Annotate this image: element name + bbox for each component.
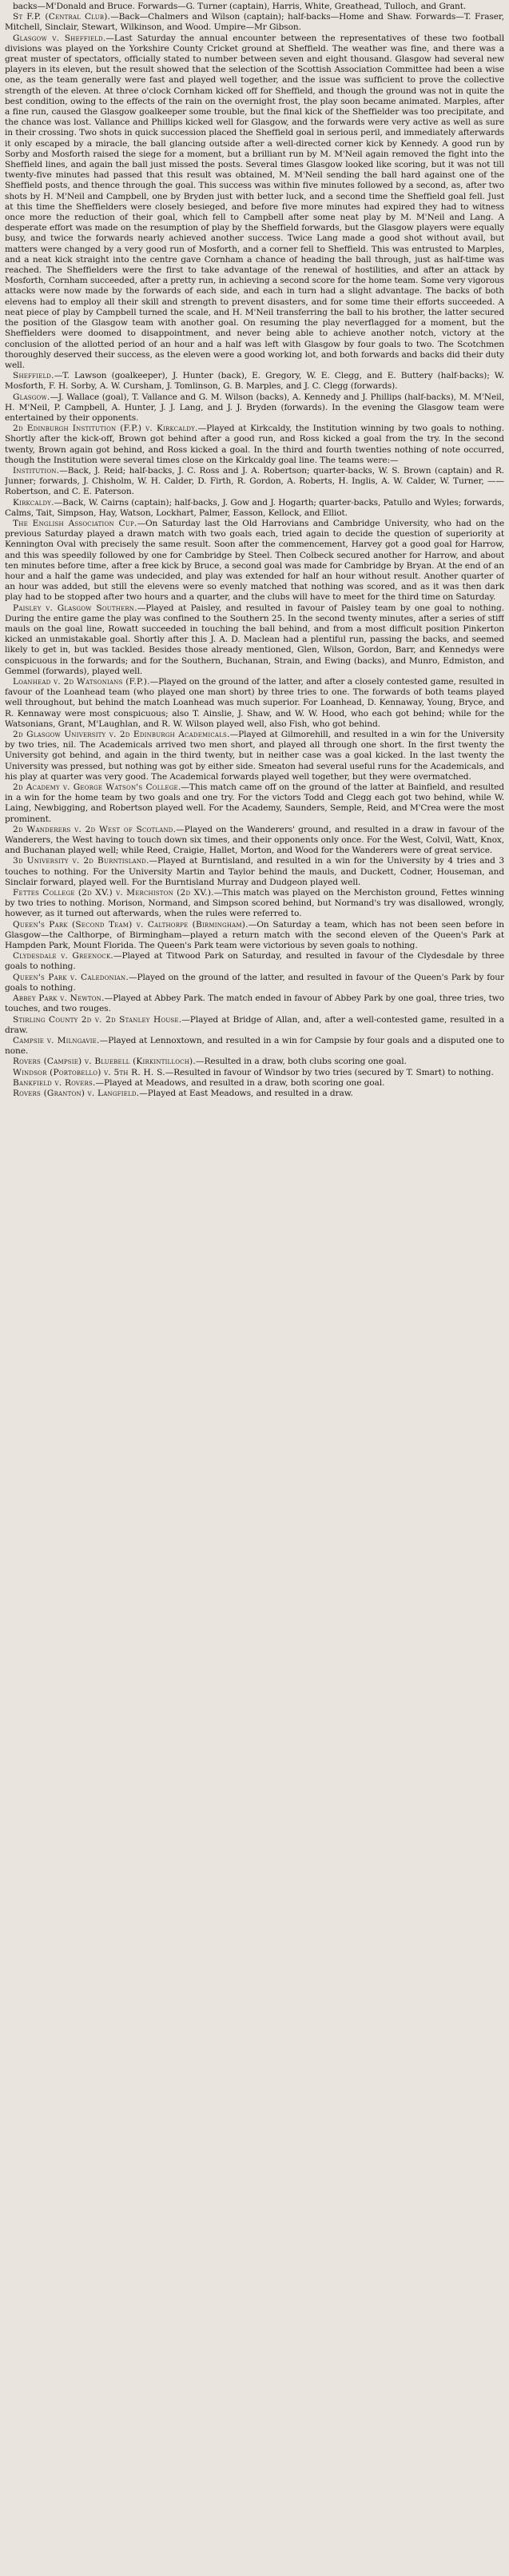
paragraph-heading: Glasgow.	[13, 392, 50, 402]
paragraph-body: On Saturday a team, which has not been seen before in Glasgow—the Calthorpe, of Birmingham—played a return match with the second eleven of the Queen's Park at Hampden Park, Mount Florida. The Queen's Park team were victorious by seven goals to nothing.	[5, 919, 504, 951]
paragraph-heading: Rovers (Campsie) v. Bluebell (Kirkintilloch).	[13, 1057, 196, 1067]
paragraph-heading: 2d Wanderers v. 2d West of Scotland.	[13, 824, 177, 834]
paragraph-body: Last Saturday the annual encounter between the representatives of these two football divisions was played on the Yorkshire County Cricket ground at Sheffield. The weather was fine, and there was a great muster of spectators, officially stated to number between seven and eight thousand. Glasgow had several new players in its eleven, but the result showed that the selection of the Scottish Association Committee had been a wise one, as the team generally were fast and played well together, and the issue was sufficient to prove the collective strength of the eleven. At three o'clock Cornham kicked off for Sheffield, and though the ground was not in quite the best condition, owing to the effects of the rain on the overnight frost, the play soon became animated. Marples, after a fine run, caused the Glasgow goalkeeper some trouble, but the final kick of the Sheffielder was too precipitate, and the chance was lost. Vallance and Phillips kicked well for Glasgow, and the forwards were very active as well as sure in their crossing. Two shots in quick succession placed the Sheffield goal in serious peril, and immediately afterwards it only escaped by a miracle, the ball glancing outside after a well-directed corner kick by Kennedy. A good run by Sorby and Mosforth raised the siege for a moment, but a brilliant run by M. M'Neil again removed the fight into the Sheffield lines, and again the ball just missed the posts. Several times Glasgow looked like scoring, but it was not till twenty-five minutes had passed that this result was obtained, M. M'Neil sending the ball hard against one of the Sheffield posts, and thence through the goal. This success was within five minutes followed by a second, as, after two shots by H. M'Neil and Campbell, one by Bryden just with better luck, and a second time the Sheffield goal fell. Just at this time the Sheffielders were closely besieged, and before five more minutes had expired they had to witness once more the reduction of their goal, which fell to Campbell after some neat play by M. M'Neil and Lang. A desperate effort was made on the resumption of play by the Sheffield forwards, but the Glasgow players were equally busy, and twice the forwards nearly achieved another success. Twice Lang made a good shot without avail, but matters were changed by a very good run of Mosforth, and a corner fell to Sheffield. This was entrusted to Marples, and a neat kick straight into the centre gave Cornham a chance of heading the ball through, just as half-time was reached. The Sheffielders were the first to take advantage of the renewal of hostilities, and after an attack by Mosforth, Cornham succeeded, after a pretty run, in achieving a second score for the home team. Some very vigorous attacks were now made by the forwards of each side, and each in turn had a slight advantage. The backs of both elevens had to employ all their skill and strength to prevent disasters, and for some time their efforts succeeded. A neat piece of play by Campbell turned the scale, and H. M'Neil transferring the ball to his brother, the latter secured the position of the Glasgow team with another goal. On resuming the play neverflagged for a moment, but the Sheffielders were doomed to disappointment, and never being able to achieve another notch, victory at the conclusion of the allotted period of an hour and a half was left with Glasgow by four goals to two. The Scotchmen thoroughly deserved their success, as the eleven were a good working lot, and both forwards and backs did their duty well.	[5, 33, 504, 370]
paragraph-body: Played at Paisley, and resulted in favour of Paisley team by one goal to nothing. During the entire game the play was confined to the Southern 25. In the second twenty minutes, after a series of stiff mauls on the goal line, Rowatt succeeded in touching the ball behind, and from a most difficult position Pinkerton kicked an unmistakable goal. Shortly after this J. A. D. Maclean had a plentiful run, passing the backs, and seemed likely to get in, but was tackled. Besides those already mentioned, Glen, Wilson, Gordon, Barr, and Kennedys were conspicuous in the forwards; and for the Southern, Buchanan, Strain, and Ewing (backs), and Munro, Edmiston, and Gemmel (forwards), played well.	[5, 603, 504, 676]
paragraph-heading: Glasgow v. Sheffield.	[13, 33, 106, 43]
paragraph-heading: Bankfield v. Rovers.	[13, 1077, 96, 1088]
article-paragraph: Fettes College (2d XV.) v. Merchiston (2d XV.).—This match was played on the Merchiston ground, Fettes winning by two tries to nothing. Morison, Normand, and Simpson scored behind, but Normand's try was disallowed, wrongly, however, as it turned out afterwards, when the rules were referred to.	[5, 888, 504, 919]
paragraph-body: Back, W. Cairns (captain); half-backs, J. Gow and J. Hogarth; quarter-backs, Patullo and Wyles; forwards, Calms, Tait, Simpson, Hay, Watson, Lockhart, Palmer, Easson, Kellock, and Elliot.	[5, 497, 504, 518]
paragraph-body: Played at Abbey Park. The match ended in favour of Abbey Park by one goal, three tries, two touches, and two rouges.	[5, 993, 504, 1014]
paragraph-heading: Queen's Park (Second Team) v. Calthorpe (Birmingham).	[13, 919, 249, 930]
paragraph-body: J. Wallace (goal), T. Vallance and G. M. Wilson (backs), A. Kennedy and J. Phillips (half-backs), M. M'Neil, H. M'Neil, P. Campbell, A. Hunter, J. J. Lang, and J. J. Bryden (forwards). In the evening the Glasgow team were entertained by their opponents.	[5, 392, 504, 423]
paragraph-heading: Paisley v. Glasgow Southern.	[13, 603, 137, 613]
article-paragraph: Rovers (Granton) v. Langfield.—Played at East Meadows, and resulted in a draw.	[13, 1088, 353, 1098]
paragraph-heading: St F.P. (Central Club).	[13, 12, 111, 22]
article-paragraph: Campsie v. Milngavie.—Played at Lennoxtown, and resulted in a win for Campsie by four goals and a disputed one to none.	[5, 1035, 504, 1057]
paragraph-body: Resulted in favour of Windsor by two tries (secured by T. Smart) to nothing.	[173, 1067, 494, 1077]
paragraph-heading: Abbey Park v. Newton.	[13, 993, 105, 1004]
paragraph-heading: The English Association Cup.	[13, 518, 137, 528]
article-paragraph: Glasgow.—J. Wallace (goal), T. Vallance and G. M. Wilson (backs), A. Kennedy and J. Phillips (half-backs), M. M'Neil, H. M'Neil, P. Campbell, A. Hunter, J. J. Lang, and J. J. Bryden (forwards). In the evening the Glasgow team were entertained by their opponents.	[5, 392, 504, 423]
article-paragraph: The English Association Cup.—On Saturday last the Old Harrovians and Cambridge University, who had on the previous Saturday played a drawn match with two goals each, tried again to decide the question of superiority at Kennington Oval with precisely the same result. Soon after the commencement, Harvey got a good goal for Harrow, and this was speedily followed by one for Cambridge by Steel. Then Colbeck secured another for Harrow, and about ten minutes before time, after a free kick by Bruce, a second goal was made for Cambridge by Bryan. At the end of an hour and a half the game was undecided, and play was extended for half an hour without result. Another quarter of an hour was added, but still the elevens were so evenly matched that nothing was scored, and as it was then dark play had to be stopped after two hours and a quarter, and the clubs will have to meet for the third time on Saturday.	[5, 518, 504, 603]
article-paragraph: Windsor (Portobello) v. 5th R. H. S.—Resulted in favour of Windsor by two tries (secured by T. Smart) to nothing.	[13, 1067, 494, 1077]
paragraph-body: Played at Gilmorehill, and resulted in a win for the University by two tries, nil. The Academicals arrived two men short, and played all through one short. In the first twenty the University got behind, and again in the third twenty, but in neither case was a goal kicked. In the last twenty the University was pressed, but nothing was got by either side. Smeaton had several useful runs for the Academicals, and his play at quarter was very good. The Academical forwards played well together, but they were overmatched.	[5, 730, 504, 782]
article-paragraph: 2d Glasgow University v. 2d Edinburgh Academicals.—Played at Gilmorehill, and resulted in a win for the University by two tries, nil. The Academicals arrived two men short, and played all through one short. In the first twenty the University got behind, and again in the third twenty, but in neither case was a goal kicked. In the last twenty the University was pressed, but nothing was got by either side. Smeaton had several useful runs for the Academicals, and his play at quarter was very good. The Academical forwards played well together, but they were overmatched.	[5, 730, 504, 782]
paragraph-body: Played at Kirkcaldy, the Institution winning by two goals to nothing. Shortly after the kick-off, Brown got behind after a good run, and Ross kicked a goal from the try. In the second twenty, Brown again got behind, and Ross kicked a goal. In the third and fourth twenties nothing of note occurred, though the Institution were several times close on the Kirkcaldy goal line. The teams were:—	[5, 424, 504, 465]
article-paragraph: Stirling County 2d v. 2d Stanley House.—Played at Bridge of Allan, and, after a well-contested game, resulted in a draw.	[5, 1014, 504, 1035]
paragraph-heading: 2d Academy v. George Watson's College.	[13, 782, 181, 793]
article-paragraph: 3d University v. 2d Burntisland.—Played at Burntisland, and resulted in a win for the University by 4 tries and 3 touches to nothing. For the University Martin and Taylor behind the mauls, and Duckett, Codner, Houseman, and Sinclair forward, played well. For the Burntisland Murray and Dudgeon played well.	[5, 856, 504, 887]
article-paragraph: Rovers (Campsie) v. Bluebell (Kirkintilloch).—Resulted in a draw, both clubs scoring one goal.	[13, 1057, 407, 1067]
paragraph-body: backs—M'Donald and Bruce. Forwards—G. Turner (captain), Harris, White, Greathead, Tulloch, and Grant.	[13, 2, 467, 11]
article-paragraph: Paisley v. Glasgow Southern.—Played at Paisley, and resulted in favour of Paisley team by one goal to nothing. During the entire game the play was confined to the Southern 25. In the second twenty minutes, after a series of stiff mauls on the goal line, Rowatt succeeded in touching the ball behind, and from a most difficult position Pinkerton kicked an unmistakable goal. Shortly after this J. A. D. Maclean had a plentiful run, passing the backs, and seemed likely to get in, but was tackled. Besides those already mentioned, Glen, Wilson, Gordon, Barr, and Kennedys were conspicuous in the forwards; and for the Southern, Buchanan, Strain, and Ewing (backs), and Munro, Edmiston, and Gemmel (forwards), played well.	[5, 603, 504, 676]
article-paragraph: Abbey Park v. Newton.—Played at Abbey Park. The match ended in favour of Abbey Park by one goal, three tries, two touches, and two rouges.	[5, 993, 504, 1014]
article-paragraph	[5, 2, 504, 12]
paragraph-body: Back, J. Reid; half-backs, J. C. Ross and J. A. Robertson; quarter-backs, W. S. Brown (captain) and R. Junner; forwards, J. Chisholm, W. H. Calder, D. Firth, R. Gordon, A. Roberts, H. Inglis, A. W. Calder, W. Turner, —— Robertson, and C. E. Paterson.	[5, 465, 504, 497]
paragraph-body: Played at Meadows, and resulted in a draw, both scoring one goal.	[104, 1077, 385, 1088]
paragraph-heading: 3d University v. 2d Burntisland.	[13, 856, 149, 866]
paragraph-heading: Kirkcaldy.	[13, 497, 54, 508]
article-paragraph: Sheffield.—T. Lawson (goalkeeper), J. Hunter (back), E. Gregory, W. E. Clegg, and E. Buttery (half-backs); W. Mosforth, F. H. Sorby, A. W. Cursham, J. Tomlinson, G. B. Marples, and J. C. Clegg (forwards).	[5, 371, 504, 392]
paragraph-body: On Saturday last the Old Harrovians and Cambridge University, who had on the previous Saturday played a drawn match with two goals each, tried again to decide the question of superiority at Kennington Oval with precisely the same result. Soon after the commencement, Harvey got a good goal for Harrow, and this was speedily followed by one for Cambridge by Steel. Then Colbeck secured another for Harrow, and about ten minutes before time, after a free kick by Bruce, a second goal was made for Cambridge by Bryan. At the end of an hour and a half the game was undecided, and play was extended for half an hour without result. Another quarter of an hour was added, but still the elevens were so evenly matched that nothing was scored, and as it was then dark play had to be stopped after two hours and a quarter, and the clubs will have to meet for the third time on Saturday.	[5, 518, 504, 603]
paragraph-body: This match was played on the Merchiston ground, Fettes winning by two tries to nothing. Morison, Normand, and Simpson scored behind, but Normand's try was disallowed, wrongly, however, as it turned out afterwards, when the rules were referred to.	[5, 888, 504, 919]
paragraph-body: Played at Titwood Park on Saturday, and resulted in favour of the Clydesdale by three goals to nothing.	[5, 951, 504, 972]
article-paragraph: Queen's Park (Second Team) v. Calthorpe (Birmingham).—On Saturday a team, which has not been seen before in Glasgow—the Calthorpe, of Birmingham—played a return match with the second eleven of the Queen's Park at Hampden Park, Mount Florida. The Queen's Park team were victorious by seven goals to nothing.	[5, 919, 504, 951]
newspaper-column	[5, 2, 504, 2574]
paragraph-body: Played on the Wanderers' ground, and resulted in a draw in favour of the Wanderers, the West having to touch down six times, and their opponents only once. For the West, Colvil, Watt, Knox, and Buchanan played well; while Reed, Craigie, Hallet, Morton, and Wood for the Wanderers were of great service.	[5, 824, 504, 856]
paragraph-body: This match came off on the ground of the latter at Bainfield, and resulted in a win for the home team by two goals and one try. For the victors Todd and Clegg each got two behind, while W. Laing, Newbigging, and Robertson played well. For the Academy, Saunders, Semple, Reid, and M'Crea were the most prominent.	[5, 782, 504, 824]
paragraph-body: Played at East Meadows, and resulted in a draw.	[147, 1088, 353, 1098]
article-paragraph: 2d Wanderers v. 2d West of Scotland.—Played on the Wanderers' ground, and resulted in a draw in favour of the Wanderers, the West having to touch down six times, and their opponents only once. For the West, Colvil, Watt, Knox, and Buchanan played well; while Reed, Craigie, Hallet, Morton, and Wood for the Wanderers were of great service.	[5, 824, 504, 856]
article-paragraph: Institution.—Back, J. Reid; half-backs, J. C. Ross and J. A. Robertson; quarter-backs, W. S. Brown (captain) and R. Junner; forwards, J. Chisholm, W. H. Calder, D. Firth, R. Gordon, A. Roberts, H. Inglis, A. W. Calder, W. Turner, —— Robertson, and C. E. Paterson.	[5, 465, 504, 497]
paragraph-heading: Clydesdale v. Greenock.	[13, 951, 113, 962]
article-paragraph: 2d Academy v. George Watson's College.—This match came off on the ground of the latter at Bainfield, and resulted in a win for the home team by two goals and one try. For the victors Todd and Clegg each got two behind, while W. Laing, Newbigging, and Robertson played well. For the Academy, Saunders, Semple, Reid, and M'Crea were the most prominent.	[5, 782, 504, 824]
article-paragraph: St F.P. (Central Club).—Back—Chalmers and Wilson (captain); half-backs—Home and Shaw. Forwards—T. Fraser, Mitchell, Sinclair, Stewart, Wilkinson, and Wood. Umpire—Mr Gibson.	[5, 12, 504, 33]
paragraph-heading: Campsie v. Milngavie.	[13, 1035, 100, 1045]
paragraph-heading: 2d Glasgow University v. 2d Edinburgh Academicals.	[13, 730, 230, 740]
paragraph-heading: 2d Edinburgh Institution (F.P.) v. Kirkcaldy.	[13, 424, 198, 434]
paragraph-heading: Windsor (Portobello) v. 5th R. H. S.	[13, 1067, 165, 1077]
article-paragraph: Loanhead v. 2d Watsonians (F.P.).—Played on the ground of the latter, and after a closely contested game, resulted in favour of the Loanhead team (who played one man short) by three tries to one. The forwards of both teams played well throughout, but behind the match Loanhead was much superior. For Loanhead, D. Kennaway, Young, Bryce, and R. Kennaway were most conspicuous; also T. Ainslie, J. Shaw, and W. W. Hood, who each got behind; while for the Watsonians, Grant, M'Laughlan, and R. W. Wilson played well, also Fish, who got behind.	[5, 677, 504, 729]
article-paragraph: 2d Edinburgh Institution (F.P.) v. Kirkcaldy.—Played at Kirkcaldy, the Institution winning by two goals to nothing. Shortly after the kick-off, Brown got behind after a good run, and Ross kicked a goal from the try. In the second twenty, Brown again got behind, and Ross kicked a goal. In the third and fourth twenties nothing of note occurred, though the Institution were several times close on the Kirkcaldy goal line. The teams were:—	[5, 424, 504, 465]
paragraph-body: Back—Chalmers and Wilson (captain); half-backs—Home and Shaw. Forwards—T. Fraser, Mitchell, Sinclair, Stewart, Wilkinson, and Wood. Umpire—Mr Gibson.	[5, 12, 504, 33]
article-paragraph: Clydesdale v. Greenock.—Played at Titwood Park on Saturday, and resulted in favour of the Clydesdale by three goals to nothing.	[5, 951, 504, 972]
paragraph-body: T. Lawson (goalkeeper), J. Hunter (back), E. Gregory, W. E. Clegg, and E. Buttery (half-backs); W. Mosforth, F. H. Sorby, A. W. Cursham, J. Tomlinson, G. B. Marples, and J. C. Clegg (forwards).	[5, 371, 504, 392]
article-paragraph: Kirkcaldy.—Back, W. Cairns (captain); half-backs, J. Gow and J. Hogarth; quarter-backs, Patullo and Wyles; forwards, Calms, Tait, Simpson, Hay, Watson, Lockhart, Palmer, Easson, Kellock, and Elliot.	[5, 497, 504, 518]
paragraph-heading: Sheffield.	[13, 371, 54, 381]
paragraph-heading: Institution.	[13, 465, 60, 476]
paragraph-body: Played at Burntisland, and resulted in a win for the University by 4 tries and 3 touches to nothing. For the University Martin and Taylor behind the mauls, and Duckett, Codner, Houseman, and Sinclair forward, played well. For the Burntisland Murray and Dudgeon played well.	[5, 856, 504, 887]
paragraph-heading: Rovers (Granton) v. Langfield.	[13, 1088, 140, 1098]
paragraph-body: Played at Bridge of Allan, and, after a well-contested game, resulted in a draw.	[5, 1014, 504, 1035]
paragraph-heading: Stirling County 2d v. 2d Stanley House.	[13, 1014, 182, 1025]
paragraph-heading: Fettes College (2d XV.) v. Merchiston (2d XV.).	[13, 888, 214, 898]
paragraph-heading: Loanhead v. 2d Watsonians (F.P.).	[13, 677, 150, 687]
article-paragraph: Bankfield v. Rovers.—Played at Meadows, and resulted in a draw, both scoring one goal.	[13, 1077, 385, 1088]
article-paragraph: Queen's Park v. Caledonian.—Played on the ground of the latter, and resulted in favour of the Queen's Park by four goals to nothing.	[5, 972, 504, 993]
paragraph-body: Played on the ground of the latter, and after a closely contested game, resulted in favour of the Loanhead team (who played one man short) by three tries to one. The forwards of both teams played well throughout, but behind the match Loanhead was much superior. For Loanhead, D. Kennaway, Young, Bryce, and R. Kennaway were most conspicuous; also T. Ainslie, J. Shaw, and W. W. Hood, who each got behind; while for the Watsonians, Grant, M'Laughlan, and R. W. Wilson played well, also Fish, who got behind.	[5, 677, 504, 729]
paragraph-body: Played at Lennoxtown, and resulted in a win for Campsie by four goals and a disputed one to none.	[5, 1035, 504, 1057]
article-paragraph: Glasgow v. Sheffield.—Last Saturday the annual encounter between the representatives of these two football divisions was played on the Yorkshire County Cricket ground at Sheffield. The weather was fine, and there was a great muster of spectators, officially stated to number between seven and eight thousand. Glasgow had several new players in its eleven, but the result showed that the selection of the Scottish Association Committee had been a wise one, as the team generally were fast and played well together, and the issue was sufficient to prove the collective strength of the eleven. At three o'clock Cornham kicked off for Sheffield, and though the ground was not in quite the best condition, owing to the effects of the rain on the overnight frost, the play soon became animated. Marples, after a fine run, caused the Glasgow goalkeeper some trouble, but the final kick of the Sheffielder was too precipitate, and the chance was lost. Vallance and Phillips kicked well for Glasgow, and the forwards were very active as well as sure in their crossing. Two shots in quick succession placed the Sheffield goal in serious peril, and immediately afterwards it only escaped by a miracle, the ball glancing outside after a well-directed corner kick by Kennedy. A good run by Sorby and Mosforth raised the siege for a moment, but a brilliant run by M. M'Neil again removed the fight into the Sheffield lines, and again the ball just missed the posts. Several times Glasgow looked like scoring, but it was not till twenty-five minutes had passed that this result was obtained, M. M'Neil sending the ball hard against one of the Sheffield posts, and thence through the goal. This success was within five minutes followed by a second, as, after two shots by H. M'Neil and Campbell, one by Bryden just with better luck, and a second time the Sheffield goal fell. Just at this time the Sheffielders were closely besieged, and before five more minutes had expired they had to witness once more the reduction of their goal, which fell to Campbell after some neat play by M. M'Neil and Lang. A desperate effort was made on the resumption of play by the Sheffield forwards, but the Glasgow players were equally busy, and twice the forwards nearly achieved another success. Twice Lang made a good shot without avail, but matters were changed by a very good run of Mosforth, and a corner fell to Sheffield. This was entrusted to Marples, and a neat kick straight into the centre gave Cornham a chance of heading the ball through, just as half-time was reached. The Sheffielders were the first to take advantage of the renewal of hostilities, and after an attack by Mosforth, Cornham succeeded, after a pretty run, in achieving a second score for the home team. Some very vigorous attacks were now made by the forwards of each side, and each in turn had a slight advantage. The backs of both elevens had to employ all their skill and strength to prevent disasters, and for some time their efforts succeeded. A neat piece of play by Campbell turned the scale, and H. M'Neil transferring the ball to his brother, the latter secured the position of the Glasgow team with another goal. On resuming the play neverflagged for a moment, but the Sheffielders were doomed to disappointment, and never being able to achieve another notch, victory at the conclusion of the allotted period of an hour and a half was left with Glasgow by four goals to two. The Scotchmen thoroughly deserved their success, as the eleven were a good working lot, and both forwards and backs did their duty well.	[5, 33, 504, 370]
paragraph-body: Played on the ground of the latter, and resulted in favour of the Queen's Park by four goals to nothing.	[5, 972, 504, 993]
paragraph-heading: Queen's Park v. Caledonian.	[13, 972, 129, 982]
paragraph-body: Resulted in a draw, both clubs scoring one goal.	[204, 1057, 407, 1067]
